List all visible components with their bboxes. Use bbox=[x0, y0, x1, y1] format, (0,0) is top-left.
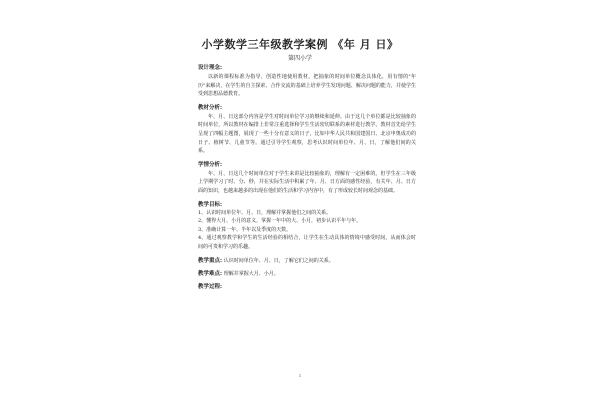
objective-item-3: 3、准确计算一年、半年以及季度的天数。 bbox=[198, 226, 292, 233]
objective-item-4: 4、通过观察教学和学生的生活经验的相结合，让学生在生动具体的情境中感受时间，从而体会时间的可贵和学习的乐趣。 bbox=[198, 235, 416, 250]
difficulties-text: 理解并掌握大月、小月。 bbox=[223, 270, 279, 277]
difficulties-heading: 教学难点: bbox=[198, 270, 223, 277]
objective-item-1: 1、认识时间单位年、月、日，理解并掌握他们之间的关系。 bbox=[198, 209, 332, 216]
design-concept-heading: 设计理念: bbox=[198, 65, 223, 71]
material-analysis-text: 年、月、日这部分内容是学生对时间单位学习的继续和延伸。由于这几个单位都是比较抽象的时间单位，所以教材在编排上非常注重选择和学生生活密切联系的素材进行教学。教材首先给学生呈现了四幅主题图，展现了一些十分有意义的日子，比如中华人民共和国建国日、北京申奥成功的日子、植树节、儿童节等。通过引导学生观察，思考认识时间单位年、月、日，了解他们间的关系。 bbox=[198, 113, 416, 155]
key-points-line bbox=[198, 257, 416, 265]
difficulties-line bbox=[198, 270, 416, 278]
document-body bbox=[198, 64, 416, 291]
objective-item-2: 2、懂得大月、小月的意义，掌握一年中的大、小月，初步认识平年与年。 bbox=[198, 218, 362, 225]
student-analysis-heading: 学情分析: bbox=[198, 161, 223, 168]
material-analysis-heading: 教材分析: bbox=[198, 104, 223, 111]
page-number: 1 bbox=[298, 373, 302, 378]
student-analysis-text: 年、月、日这几个时间单位对于学生来讲是比较抽象的，理解有一定困难的。但学生在三年级上学期学习了时、分、秒，并在实际生活中积累了年、月、日方面的感性经验，有关年、月、日方面的知识，也越来越多的出现在他们的生活和学习内容中，有了形成较长时间观念的基础。 bbox=[198, 170, 416, 194]
design-concept-text: 以新的课程标准为指导，创造性地使用教材，把抽象的时间单位概念具体化，用有情的"年历"来解决，在学生的自主探索、合作交流的基础上培养学生发现问题、解决问题的能力，并使学生受到思想品德教育。 bbox=[198, 74, 416, 98]
key-points-text: 认识时间单位年、月、日，了解它们之间的关系。 bbox=[223, 257, 334, 264]
objectives-heading: 教学目标: bbox=[198, 201, 223, 208]
key-points-heading: 教学重点: bbox=[198, 257, 223, 264]
document-title: 小学数学三年级教学案例 《年 月 日》 bbox=[201, 38, 399, 51]
process-heading: 教学过程: bbox=[198, 283, 223, 290]
school-name: 第四小学 bbox=[287, 55, 312, 62]
